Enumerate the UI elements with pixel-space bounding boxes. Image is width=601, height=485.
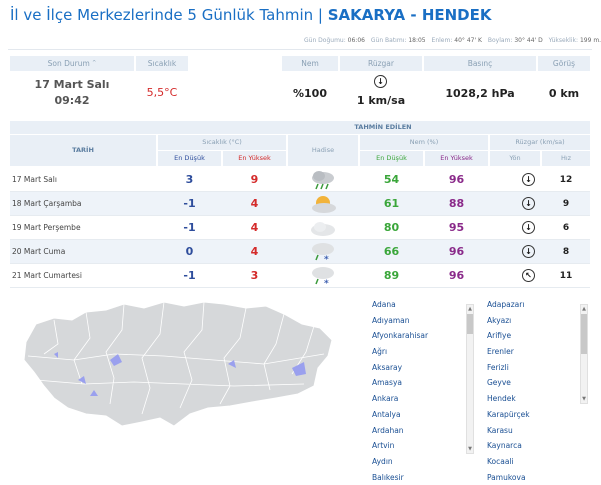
forecast-row <box>10 192 590 216</box>
forecast-date: 18 Mart Çarşamba <box>12 199 82 208</box>
current-visibility-header: Görüş <box>538 56 590 71</box>
forecast-max: 3 <box>250 269 259 282</box>
current-date: 17 Mart Salı <box>34 78 110 91</box>
province-item[interactable]: Aydın <box>372 456 393 466</box>
district-item[interactable]: Geyve <box>487 378 511 388</box>
cloud-icon <box>288 216 358 240</box>
location-meta <box>300 37 601 44</box>
wind-direction-icon: ↓ <box>522 197 535 210</box>
forecast-hmax-header: En Yüksek <box>425 151 488 166</box>
altitude-label: Yükseklik: <box>548 37 579 44</box>
province-item[interactable]: Artvin <box>372 441 395 451</box>
province-item[interactable]: Ankara <box>372 394 399 404</box>
forecast-speed: 12 <box>559 175 573 185</box>
province-scrollbar[interactable] <box>466 304 474 454</box>
current-status-header-label: Son Durum <box>47 59 90 68</box>
district-item[interactable]: Arifiye <box>487 331 512 341</box>
longitude-label: Boylam: <box>487 37 513 44</box>
current-time: 09:42 <box>54 94 90 107</box>
current-wind-header: Rüzgar <box>340 56 422 71</box>
district-scrollbar[interactable] <box>580 304 588 404</box>
forecast-wind-header: Rüzgar (km/sa) <box>490 135 590 150</box>
province-item[interactable]: Ardahan <box>372 425 404 435</box>
scrollbar-thumb[interactable] <box>581 314 587 354</box>
district-item[interactable]: Akyazı <box>487 315 512 325</box>
latitude-value: 40° 47' K <box>454 37 482 44</box>
forecast-hmax: 96 <box>448 173 465 186</box>
current-status-header <box>10 56 134 71</box>
current-pressure: 1028,2 hPa <box>445 87 515 100</box>
province-item[interactable]: Adıyaman <box>372 315 410 325</box>
forecast-hmin: 54 <box>383 173 400 186</box>
province-item[interactable]: Afyonkarahisar <box>372 331 429 341</box>
forecast-speed: 8 <box>562 247 570 257</box>
current-temp-header: Sıcaklık <box>136 56 188 71</box>
forecast-min-header: En Düşük <box>158 151 221 166</box>
province-item[interactable]: Antalya <box>372 409 401 419</box>
district-item[interactable]: Kocaali <box>487 456 514 466</box>
scroll-up-icon[interactable]: ▲ <box>468 306 472 312</box>
forecast-speed: 9 <box>562 199 570 209</box>
wind-direction-icon: ↓ <box>522 221 535 234</box>
forecast-date: 19 Mart Perşembe <box>12 223 81 232</box>
forecast-hmax: 96 <box>448 245 465 258</box>
forecast-max: 4 <box>250 197 259 210</box>
forecast-row <box>10 264 590 288</box>
forecast-date-header: TARİH <box>10 135 156 166</box>
forecast-row <box>10 216 590 240</box>
scrollbar-thumb[interactable] <box>467 314 473 334</box>
scroll-down-icon[interactable]: ▼ <box>582 396 586 402</box>
sun-cloud-icon <box>288 192 358 216</box>
sleet-cloud-icon <box>288 240 358 264</box>
latitude-label: Enlem: <box>431 37 453 44</box>
district-item[interactable]: Pamukova <box>487 472 526 482</box>
forecast-min: -1 <box>183 221 196 234</box>
forecast-title-label: TAHMİN EDİLEN <box>354 123 412 131</box>
province-item[interactable]: Aksaray <box>372 362 403 372</box>
forecast-hmin-header: En Düşük <box>360 151 423 166</box>
forecast-max: 4 <box>250 221 259 234</box>
altitude-value: 199 m. <box>579 37 601 44</box>
header-divider <box>8 49 592 50</box>
forecast-date: 21 Mart Cumartesi <box>12 271 82 280</box>
province-item[interactable]: Amasya <box>372 378 402 388</box>
forecast-speed: 6 <box>562 223 570 233</box>
rain-cloud-icon <box>288 168 358 192</box>
forecast-date: 20 Mart Cuma <box>12 247 66 256</box>
district-item[interactable]: Erenler <box>487 347 514 357</box>
current-wind: 1 km/sa <box>356 94 406 107</box>
forecast-speed-header: Hız <box>542 151 590 166</box>
forecast-row <box>10 240 590 264</box>
current-humidity: %100 <box>293 87 327 100</box>
current-visibility: 0 km <box>548 87 580 100</box>
scroll-up-icon[interactable]: ▲ <box>582 306 586 312</box>
province-item[interactable]: Adana <box>372 300 396 309</box>
forecast-hmin: 66 <box>383 245 400 258</box>
province-list[interactable] <box>372 297 462 485</box>
district-item[interactable]: Ferizli <box>487 362 509 372</box>
wind-direction-icon: ↓ <box>522 173 535 186</box>
current-humidity-header: Nem <box>282 56 338 71</box>
district-item[interactable]: Hendek <box>487 394 516 404</box>
forecast-min: 0 <box>185 245 194 258</box>
district-item[interactable]: Kaynarca <box>487 441 522 451</box>
sunrise-value: 06:06 <box>347 37 365 44</box>
title-text: İl ve İlçe Merkezlerinde 5 Günlük Tahmin | <box>10 6 328 24</box>
info-icon: ^ <box>92 60 97 66</box>
page-title <box>10 6 492 24</box>
province-item[interactable]: Balıkesir <box>372 472 404 482</box>
wind-direction-icon: ↖ <box>522 269 535 282</box>
forecast-weather-header: Hadise <box>288 135 358 166</box>
svg-text:*: * <box>324 279 329 289</box>
forecast-row <box>10 168 590 192</box>
scroll-down-icon[interactable]: ▼ <box>468 446 472 452</box>
sleet-cloud-icon <box>288 264 358 288</box>
wind-direction-icon: ↓ <box>522 245 535 258</box>
forecast-min: -1 <box>183 269 196 282</box>
sunset-value: 18:05 <box>408 37 426 44</box>
turkey-map[interactable] <box>14 294 344 444</box>
forecast-date: 17 Mart Salı <box>12 175 57 184</box>
forecast-hmax: 96 <box>448 269 465 282</box>
sunrise-label: Gün Doğumu: <box>304 37 346 44</box>
district-item[interactable]: Adapazarı <box>487 300 525 309</box>
svg-text:*: * <box>324 255 329 265</box>
sunset-label: Gün Batımı: <box>370 37 407 44</box>
forecast-hmax: 88 <box>448 197 465 210</box>
forecast-max: 4 <box>250 245 259 258</box>
province-item[interactable]: Ağrı <box>372 347 388 357</box>
forecast-max-header: En Yüksek <box>223 151 286 166</box>
forecast-speed: 11 <box>559 271 573 281</box>
forecast-hmin: 61 <box>383 197 400 210</box>
forecast-hmax: 95 <box>448 221 465 234</box>
forecast-hmin: 89 <box>383 269 400 282</box>
forecast-humidity-header: Nem (%) <box>360 135 488 150</box>
forecast-min: -1 <box>183 197 196 210</box>
forecast-temp-header: Sıcaklık (°C) <box>158 135 286 150</box>
title-place: SAKARYA - HENDEK <box>327 6 492 24</box>
forecast-dir-header: Yön <box>490 151 540 166</box>
district-item[interactable]: Karasu <box>487 425 513 435</box>
district-item[interactable]: Karapürçek <box>487 409 530 419</box>
district-list[interactable] <box>487 297 577 485</box>
forecast-title <box>10 121 590 134</box>
current-pressure-header: Basınç <box>424 56 536 71</box>
current-temp: 5,5°C <box>146 86 178 99</box>
wind-direction-icon: ↓ <box>374 75 387 88</box>
forecast-min: 3 <box>185 173 194 186</box>
longitude-value: 30° 44' D <box>514 37 543 44</box>
forecast-hmin: 80 <box>383 221 400 234</box>
forecast-max: 9 <box>250 173 259 186</box>
